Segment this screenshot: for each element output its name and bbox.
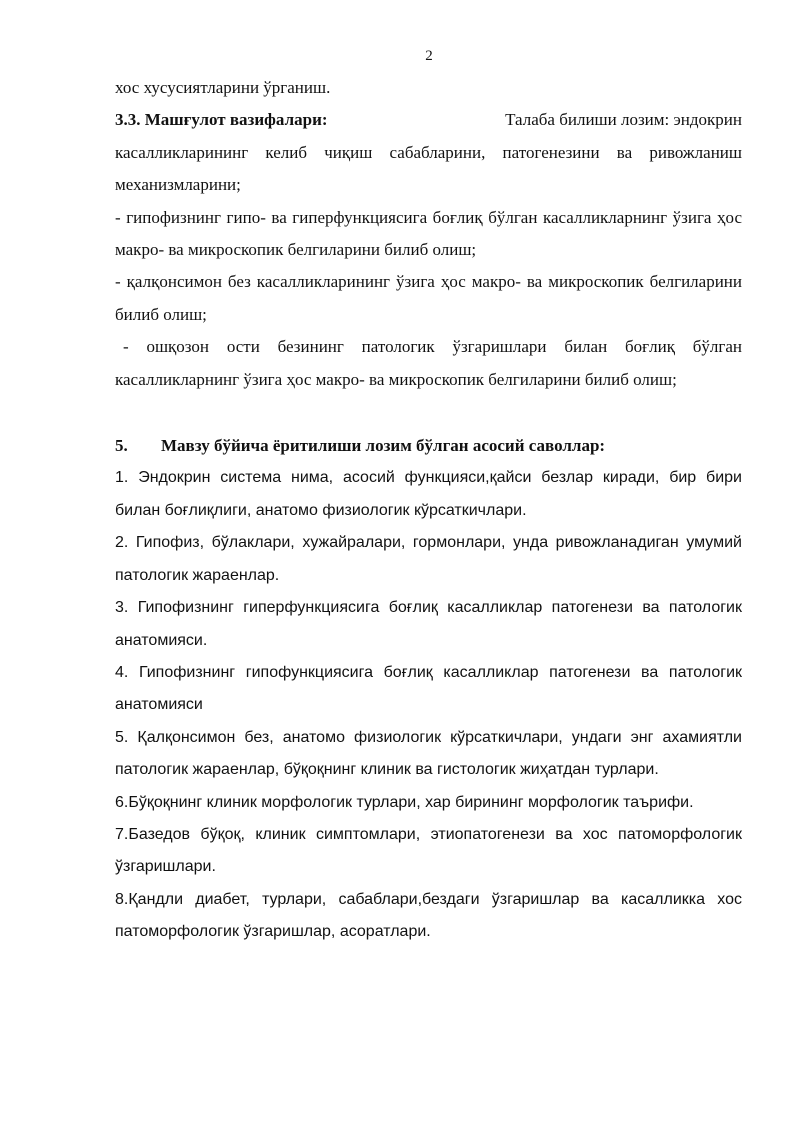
question-8: 8.Қандли диабет, турлари, сабаблари,бездаги ўзгаришлар ва касалликка хос патоморфологик ўзгаришлар, асоратлари. xyxy=(115,890,742,941)
question-2: 2. Гипофиз, бўлаклари, хужайралари, гормонлари, унда ривожланадиган умумий патологик жараенлар. xyxy=(115,534,742,584)
question-5: 5. Қалқонсимон без, анатомо физиологик кўрсаткичлари, ундаги энг ахамиятли патологик жараенлар, бўқоқнинг клиник ва гистологик жиҳатдан турлари. xyxy=(115,728,742,779)
page-number: 2 xyxy=(425,48,433,64)
section-5-title: Мавзу бўйича ёритилиши лозим бўлган асосий саволлар: xyxy=(161,436,606,456)
section-3-3-heading: 3.3. Машғулот вазифалари: xyxy=(115,110,328,130)
objective-item-1: - гипофизнинг гипо- ва гиперфункциясига боғлиқ бўлган касалликларнинг ўзига ҳос макро- ва микроскопик белгиларини билиб олиш; xyxy=(115,207,742,260)
question-4: 4. Гипофизнинг гипофункциясига боғлиқ касалликлар патогенези ва патологик анатомияси xyxy=(115,663,742,714)
question-7: 7.Базедов бўқоқ, клиник симптомлари, этиопатогенези ва хос патоморфологик ўзгаришлари. xyxy=(115,825,742,876)
document-body xyxy=(115,72,742,949)
section-5-number: 5. xyxy=(115,436,128,456)
question-1: 1. Эндокрин система нима, асосий функцияси,қайси безлар киради, бир бири билан боғлиқлиги, анатомо физиологик кўрсаткичлари. xyxy=(115,469,742,519)
objective-item-3: - ошқозон ости безининг патологик ўзгаришлари билан боғлиқ бўлган касалликларнинг ўзига ҳос макро- ва микроскопик белгиларини билиб олиш; xyxy=(115,337,742,389)
spacer xyxy=(115,396,742,430)
intro-line: хос хусусиятларини ўрганиш. xyxy=(115,78,331,97)
objective-item-2: - қалқонсимон без касалликларининг ўзига ҳос макро- ва микроскопик белгиларини билиб олиш; xyxy=(115,272,742,324)
section-3-3-line1: Талаба билиши лозим: эндокрин xyxy=(505,110,742,130)
section-3-3-line2: касалликларининг келиб чиқиш сабабларини, патогенезини ва ривожланиш механизмларини; xyxy=(115,142,742,195)
question-3: 3. Гипофизнинг гиперфункциясига боғлиқ касалликлар патогенези ва патологик анатомияси. xyxy=(115,599,742,649)
section-3-3-heading-line xyxy=(115,104,742,136)
section-5-heading xyxy=(115,430,742,462)
question-6: 6.Бўқоқнинг клиник морфологик турлари, хар бирининг морфологик таърифи. xyxy=(115,793,694,811)
